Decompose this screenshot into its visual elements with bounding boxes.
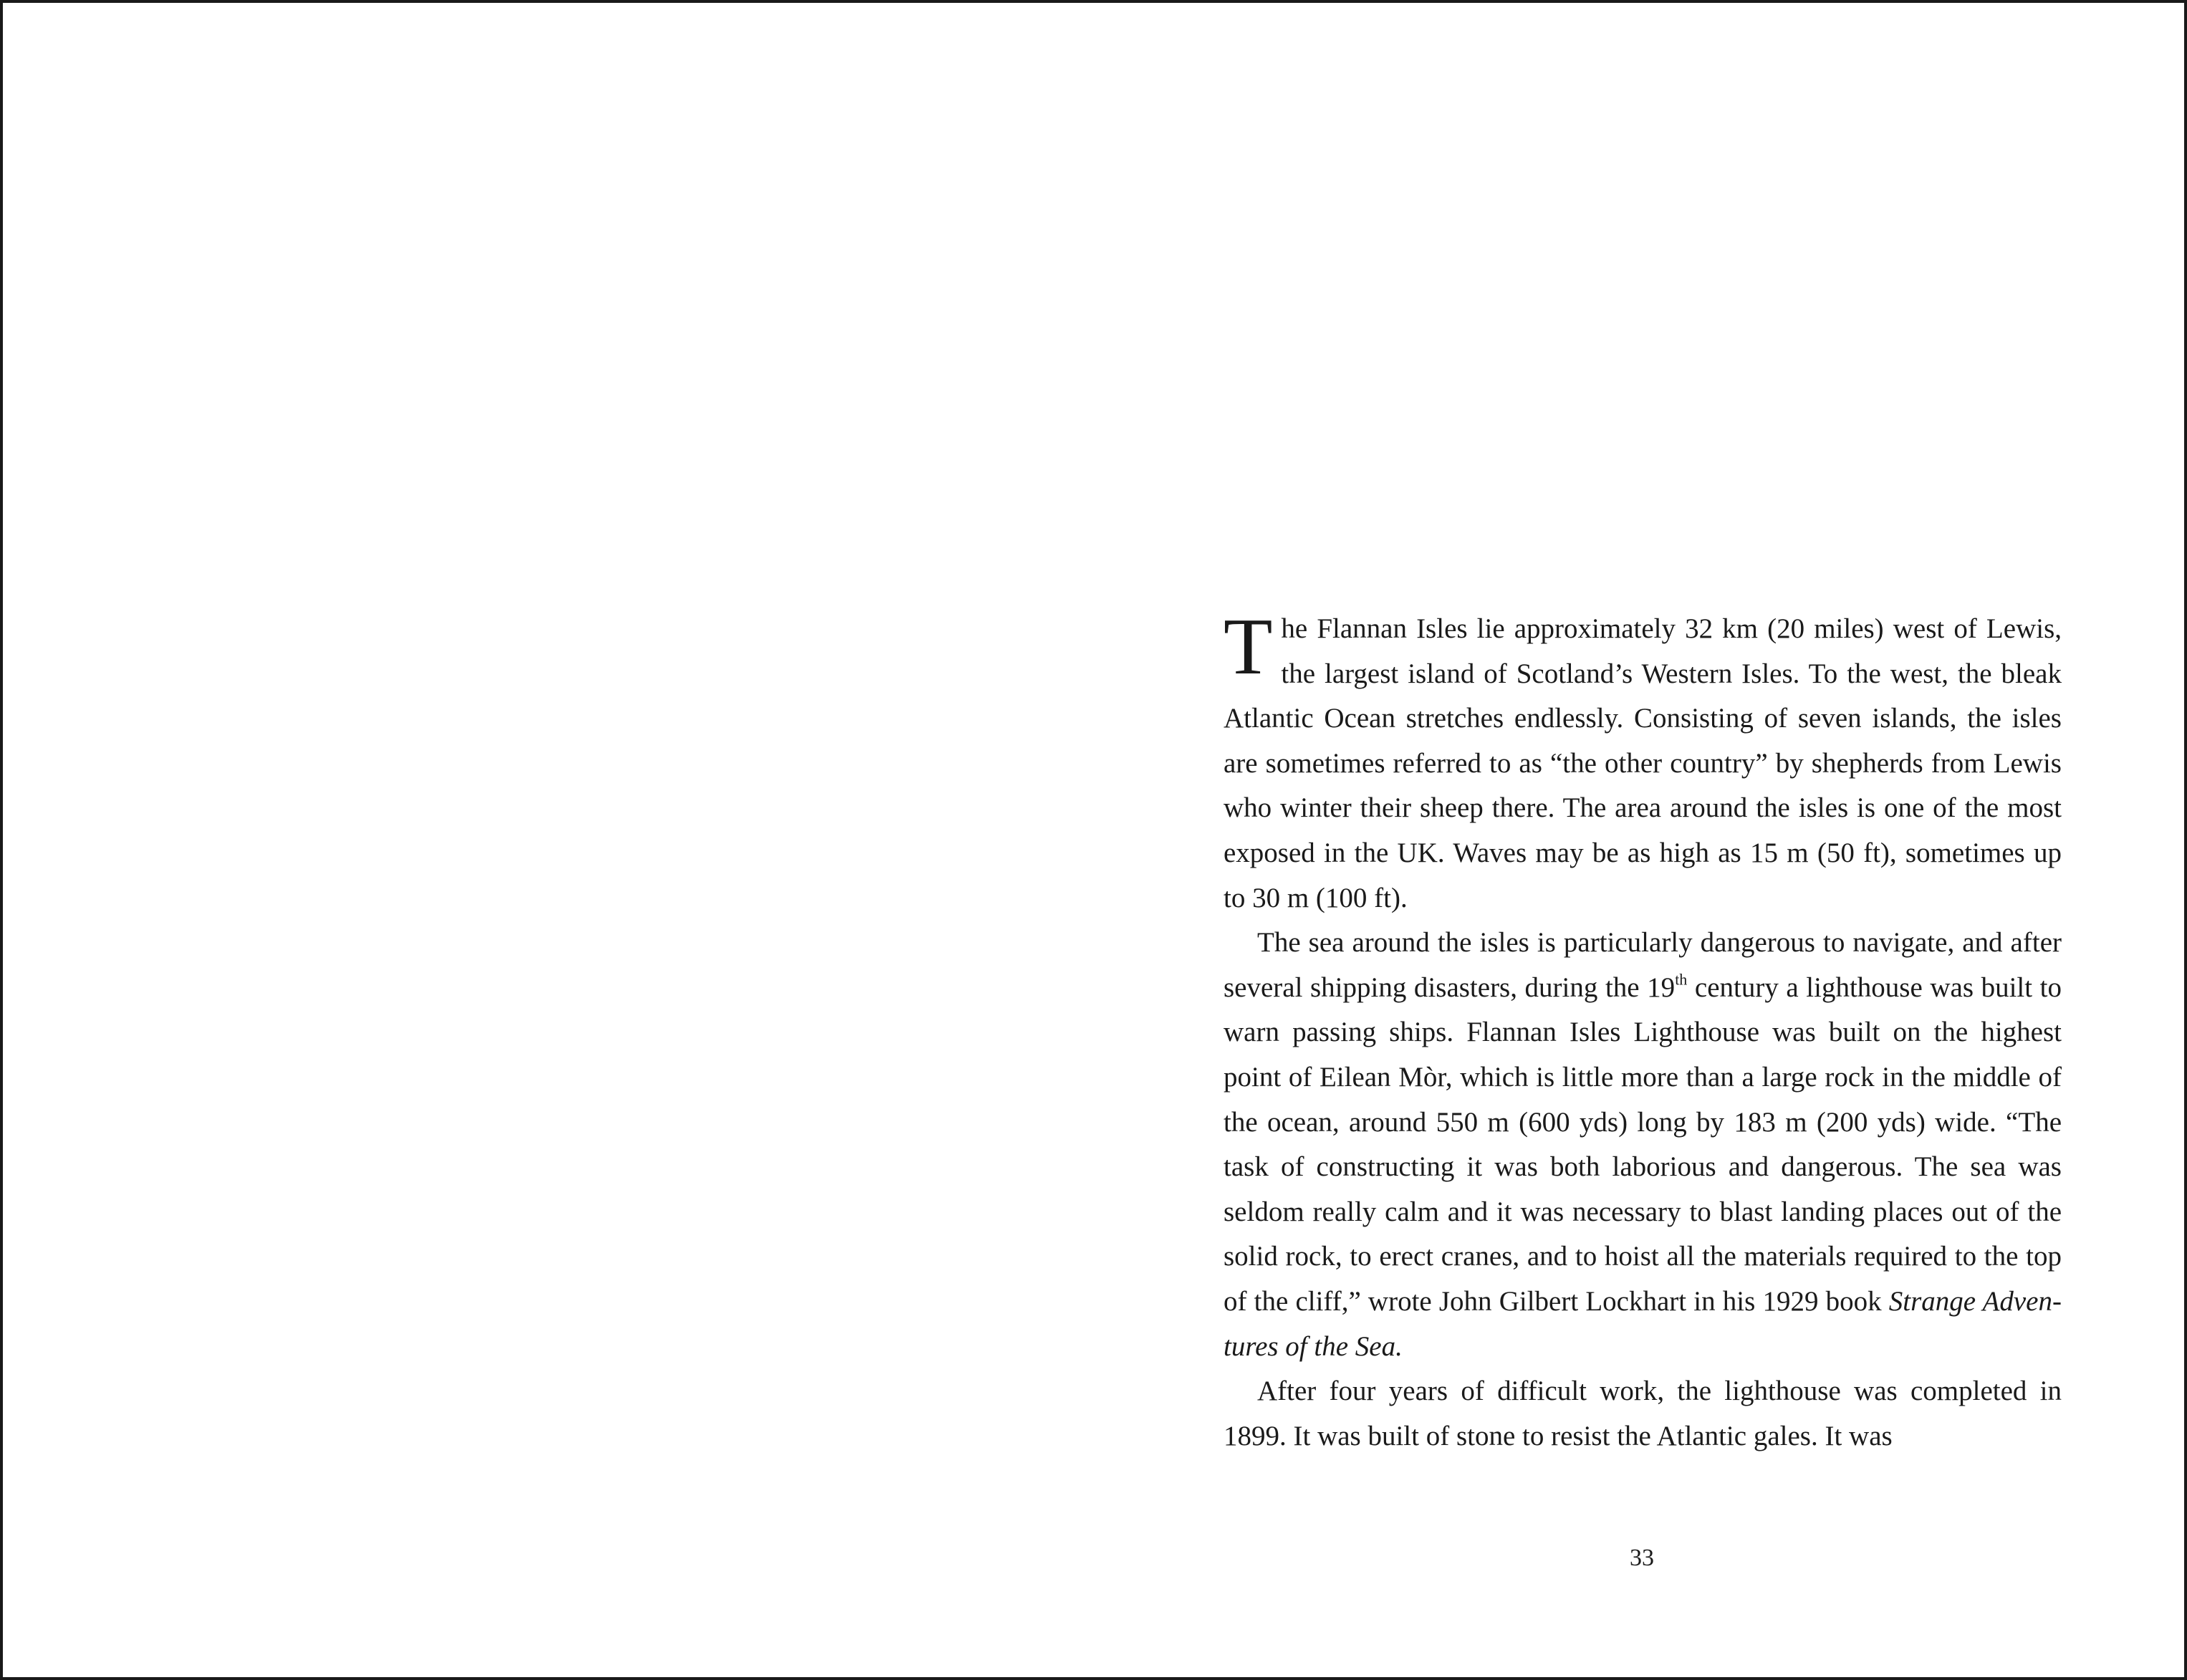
page-number: 33: [1630, 1545, 1654, 1571]
paragraph-3: [1224, 1369, 2062, 1459]
paragraph-1: [1224, 603, 2062, 921]
drop-cap: T: [1224, 603, 1273, 691]
paragraph-3-text: After four years of difficult work, the lighthouse was completed in 1899. It was built of stone to resist the Atlantic gales. It was: [1224, 1376, 2062, 1451]
paragraph-2: [1224, 921, 2062, 1369]
body-text: [1224, 603, 2062, 1459]
ordinal-superscript: th: [1675, 970, 1688, 989]
paragraph-2-text-start: The sea around the isles is particularly dangerous to navigate, and after several shipping disasters, during the 19: [1224, 927, 2062, 1003]
paragraph-2-text-middle: century a lighthouse was built to warn passing ships. Flannan Isles Lighthouse was built on the highest point of Eilean Mòr, which is little more than a large rock in the middle of the ocean, around 550 m (600 yds) long by 183 m (200 yds) wide. “The task of constructing it was both laborious and dangerous. The sea was seldom really calm and it was necessary to blast landing places out of the solid rock, to erect cranes, and to hoist all the materials required to the top of the cliff,” wrote John Gilbert Lockhart in his 1929 book: [1224, 971, 2062, 1317]
book-title: Strange Adventures of the Sea.: [1224, 1285, 2062, 1362]
paragraph-1-text: he Flannan Isles lie approximately 32 km (20 miles) west of Lewis, the largest island of Scotland’s Western Isles. To the west, the bleak Atlantic Ocean stretches endlessly. Consisting of seven islands, the isles are sometimes referred to as “the other country” by shepherds from Lewis who winter their sheep there. The area around the isles is one of the most exposed in the UK. Waves may be as high as 15 m (50 ft), sometimes up to 30 m (100 ft).: [1224, 613, 2062, 913]
